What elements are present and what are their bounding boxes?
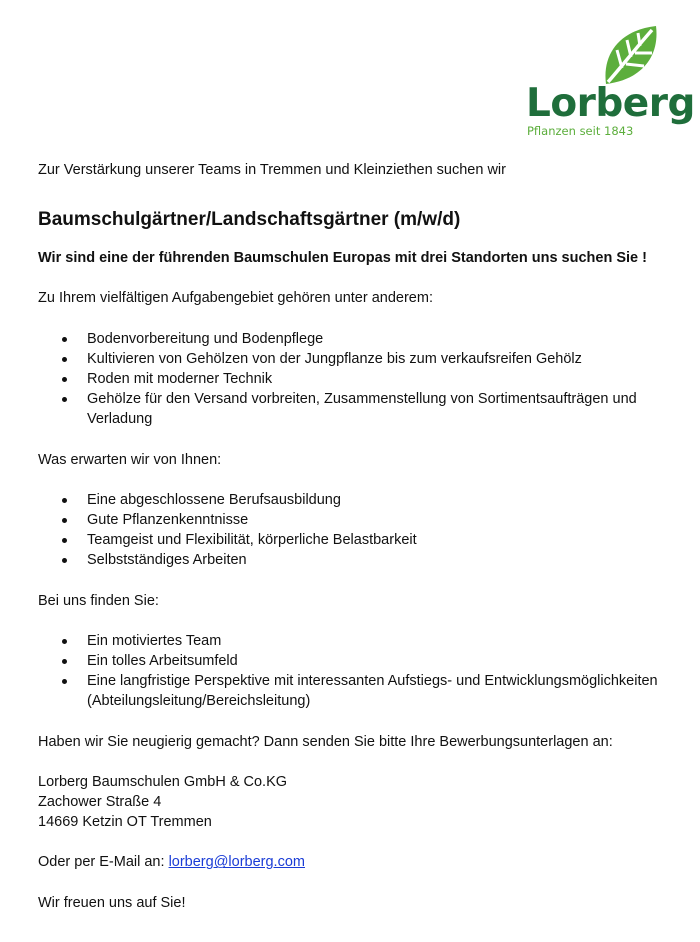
list-item: Teamgeist und Flexibilität, körperliche Belastbarkeit [38, 530, 668, 550]
list-item: Eine abgeschlossene Berufsausbildung [38, 490, 668, 510]
list-item: Roden mit moderner Technik [38, 369, 668, 389]
closing-text: Wir freuen uns auf Sie! [38, 894, 186, 911]
list-item: Gehölze für den Versand vorbreiten, Zusammenstellung von Sortimentsaufträgen und Verladung [38, 389, 668, 429]
company-logo [522, 24, 695, 140]
address-city: 14669 Ketzin OT Tremmen [38, 814, 212, 831]
address-street: Zachower Straße 4 [38, 794, 162, 811]
tasks-heading: Zu Ihrem vielfältigen Aufgabengebiet gehören unter anderem: [38, 290, 433, 307]
email-label: Oder per E-Mail an: [38, 854, 169, 871]
logo-wordmark: Lorberg [526, 81, 695, 126]
list-item: Eine langfristige Perspektive mit interessanten Aufstiegs- und Entwicklungsmöglichkeiten (Abteilungsleitung/Bereichsleitung) [38, 671, 668, 711]
email-line [38, 852, 668, 872]
logo-tagline: Pflanzen seit 1843 [527, 124, 634, 138]
list-item: Gute Pflanzenkenntnisse [38, 510, 668, 530]
list-item: Ein tolles Arbeitsumfeld [38, 651, 668, 671]
list-item: Kultivieren von Gehölzen von der Jungpflanze bis zum verkaufsreifen Gehölz [38, 349, 668, 369]
list-item: Bodenvorbereitung und Bodenpflege [38, 329, 668, 349]
email-link[interactable]: lorberg@lorberg.com [168, 854, 305, 871]
job-posting [38, 160, 668, 913]
address-block [38, 772, 668, 833]
list-item: Selbstständiges Arbeiten [38, 550, 668, 570]
job-title: Baumschulgärtner/Landschaftsgärtner (m/w/d) [38, 209, 461, 231]
address-company: Lorberg Baumschulen GmbH & Co.KG [38, 773, 288, 790]
intro-text: Zur Verstärkung unserer Teams in Tremmen und Kleinziethen suchen wir [38, 162, 506, 178]
expectations-heading: Was erwarten wir von Ihnen: [38, 451, 222, 468]
expectations-list [38, 490, 668, 571]
list-item: Ein motiviertes Team [38, 631, 668, 651]
offer-heading: Bei uns finden Sie: [38, 592, 159, 609]
offer-list [38, 631, 668, 712]
lead-text: Wir sind eine der führenden Baumschulen Europas mit drei Standorten uns suchen Sie ! [38, 250, 647, 267]
call-to-action: Haben wir Sie neugierig gemacht? Dann senden Sie bitte Ihre Bewerbungsunterlagen an: [38, 733, 613, 750]
leaf-icon [600, 24, 660, 86]
tasks-list [38, 329, 668, 430]
